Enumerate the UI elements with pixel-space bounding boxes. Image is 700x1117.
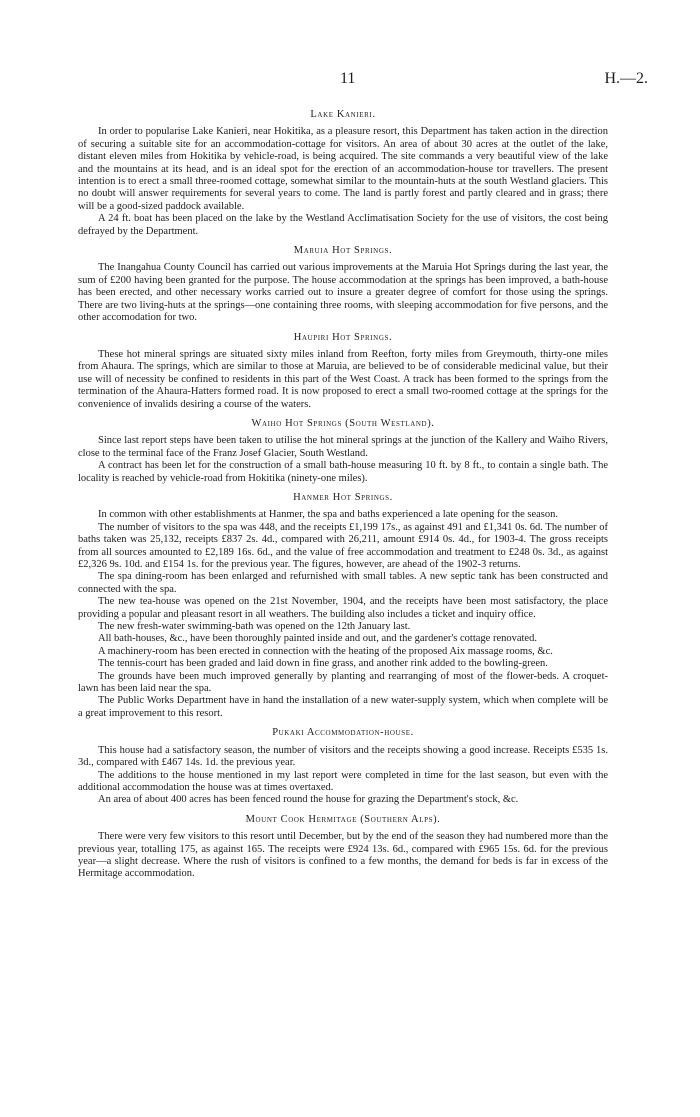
section-hanmer-hot-springs	[78, 492, 608, 720]
paragraph: In common with other establishments at Hanmer, the spa and baths experienced a late opening for the season.	[98, 509, 558, 521]
section-pukaki-accommodation-house	[78, 727, 608, 806]
paragraph: The Public Works Department have in hand the installation of a new water-supply system, which when complete will be a great improvement to this resort.	[78, 695, 608, 719]
paragraph: In order to popularise Lake Kanieri, near Hokitika, as a pleasure resort, this Department has taken action in the direction of securing a suitable site for an accommodation-cottage for visitors. An area of about 30 acres at the outlet of the lake, distant eleven miles from Hokitika by vehicle-road, is being acquired. The site commands a very beautiful view of the lake and the mountains at its head, and is an ideal spot for the erection of an accommodation-house tor travellers. The present intention is to erect a small three-roomed cottage, somewhat similar to the mountain-huts at the south Westland glaciers. This no doubt will answer requirements for several years to come. The land is partly forest and partly cleared and in grass; there will be a good-sized paddock available.	[78, 126, 608, 212]
page-number: 11	[340, 70, 356, 87]
section-heading: Pukaki Accommodation-house.	[272, 727, 414, 739]
document-body	[78, 102, 608, 881]
page-header	[0, 70, 700, 94]
paragraph: The new tea-house was opened on the 21st November, 1904, and the receipts have been most satisfactory, the place providing a popular and pleasant resort in all weathers. The building also includes a ticket and inquiry office.	[78, 596, 608, 620]
section-heading: Maruia Hot Springs.	[293, 245, 393, 257]
section-heading: Hanmer Hot Springs.	[293, 491, 393, 503]
paragraph: The Inangahua County Council has carried out various improvements at the Maruia Hot Springs during the last year, the sum of £200 having been granted for the purpose. The house accommodation at the springs has been improved, a bath-house has been erected, and other necessary works carried out to insure a greater degree of comfort for those using the springs. There are two living-huts at the springs—one containing three rooms, with sleeping accommodation for five persons, and the other accomodation for two.	[78, 262, 608, 324]
paragraph: All bath-houses, &c., have been thoroughly painted inside and out, and the gardener's cottage renovated.	[98, 633, 537, 645]
section-heading: Waiho Hot Springs (South Westland).	[251, 417, 435, 429]
section-maruia-hot-springs	[78, 245, 608, 324]
section-mount-cook-hermitage	[78, 814, 608, 881]
paragraph: The additions to the house mentioned in my last report were completed in time for the last season, but even with the additional accommodation the house was at times overtaxed.	[78, 769, 608, 793]
page-reference: H.—2.	[604, 70, 648, 87]
section-heading: Lake Kanieri.	[310, 109, 376, 120]
section-haupiri-hot-springs	[78, 332, 608, 411]
paragraph: A 24 ft. boat has been placed on the lake by the Westland Acclimatisation Society for the use of visitors, the cost being defrayed by the Department.	[78, 213, 608, 237]
paragraph: This house had a satisfactory season, the number of visitors and the receipts showing a good increase. Receipts £535 1s. 3d., compared with £467 14s. 1d. the previous year.	[78, 744, 608, 769]
paragraph: There were very few visitors to this resort until December, but by the end of the season they had numbered more than the previous year, totalling 175, as against 165. The receipts were £924 13s. 6d., compared with £965 15s. 6d. for the previous year—a slight decrease. Where the rush of visitors is confined to a few months, the demand for beds is far in excess of the Hermitage accommodation.	[78, 831, 608, 880]
paragraph: These hot mineral springs are situated sixty miles inland from Reefton, forty miles from Greymouth, thirty-one miles from Ahaura. The springs, which are similar to those at Maruia, are believed to be of considerable medicinal value, but their use will of necessity be confined to residents in this part of the West Coast. A track has been formed to the springs from the termination of the Ahaura-Hatters formed road. It is now proposed to erect a small two-roomed cottage at the springs for the convenience of invalids desiring a course of the waters.	[78, 348, 608, 410]
paragraph: A machinery-room has been erected in connection with the heating of the proposed Aix massage rooms, &c.	[98, 645, 553, 657]
paragraph: An area of about 400 acres has been fenced round the house for grazing the Department's stock, &c.	[98, 794, 519, 806]
paragraph: The number of visitors to the spa was 448, and the receipts £1,199 17s., as against 491 and £1,341 0s. 6d. The number of baths taken was 25,132, receipts £837 2s. 4d., compared with 26,211, amount £914 0s. 4d., for 1903-4. The gross receipts from all sources amounted to £2,189 16s. 6d., and the value of free accommodation and treatment to £248 0s. 3d., as against £2,326 9s. 10d. and £154 1s. for the previous year. The figures, however, are ahead of the 1902-3 returns.	[78, 521, 608, 570]
paragraph: The tennis-court has been graded and laid down in fine grass, and another rink added to the bowling-green.	[98, 658, 548, 670]
paragraph: The grounds have been much improved generally by planting and rearranging of most of the flower-beds. A croquet-lawn has been laid near the spa.	[78, 670, 608, 695]
paragraph: The spa dining-room has been enlarged and refurnished with small tables. A new septic tank has been constructed and connected with the spa.	[78, 571, 608, 595]
section-waiho-hot-springs	[78, 418, 608, 485]
paragraph: The new fresh-water swimming-bath was opened on the 12th January last.	[98, 621, 411, 633]
section-heading: Mount Cook Hermitage (Southern Alps).	[245, 813, 441, 825]
section-lake-kanieri	[78, 109, 608, 238]
section-heading: Haupiri Hot Springs.	[293, 331, 393, 343]
paragraph: Since last report steps have been taken to utilise the hot mineral springs at the junction of the Kallery and Waiho Rivers, close to the terminal face of the Franz Josef Glacier, South Westland.	[78, 435, 608, 459]
paragraph: A contract has been let for the construction of a small bath-house measuring 10 ft. by 8 ft., to contain a single bath. The locality is reached by vehicle-road from Hokitika (ninety-one miles).	[78, 460, 608, 484]
